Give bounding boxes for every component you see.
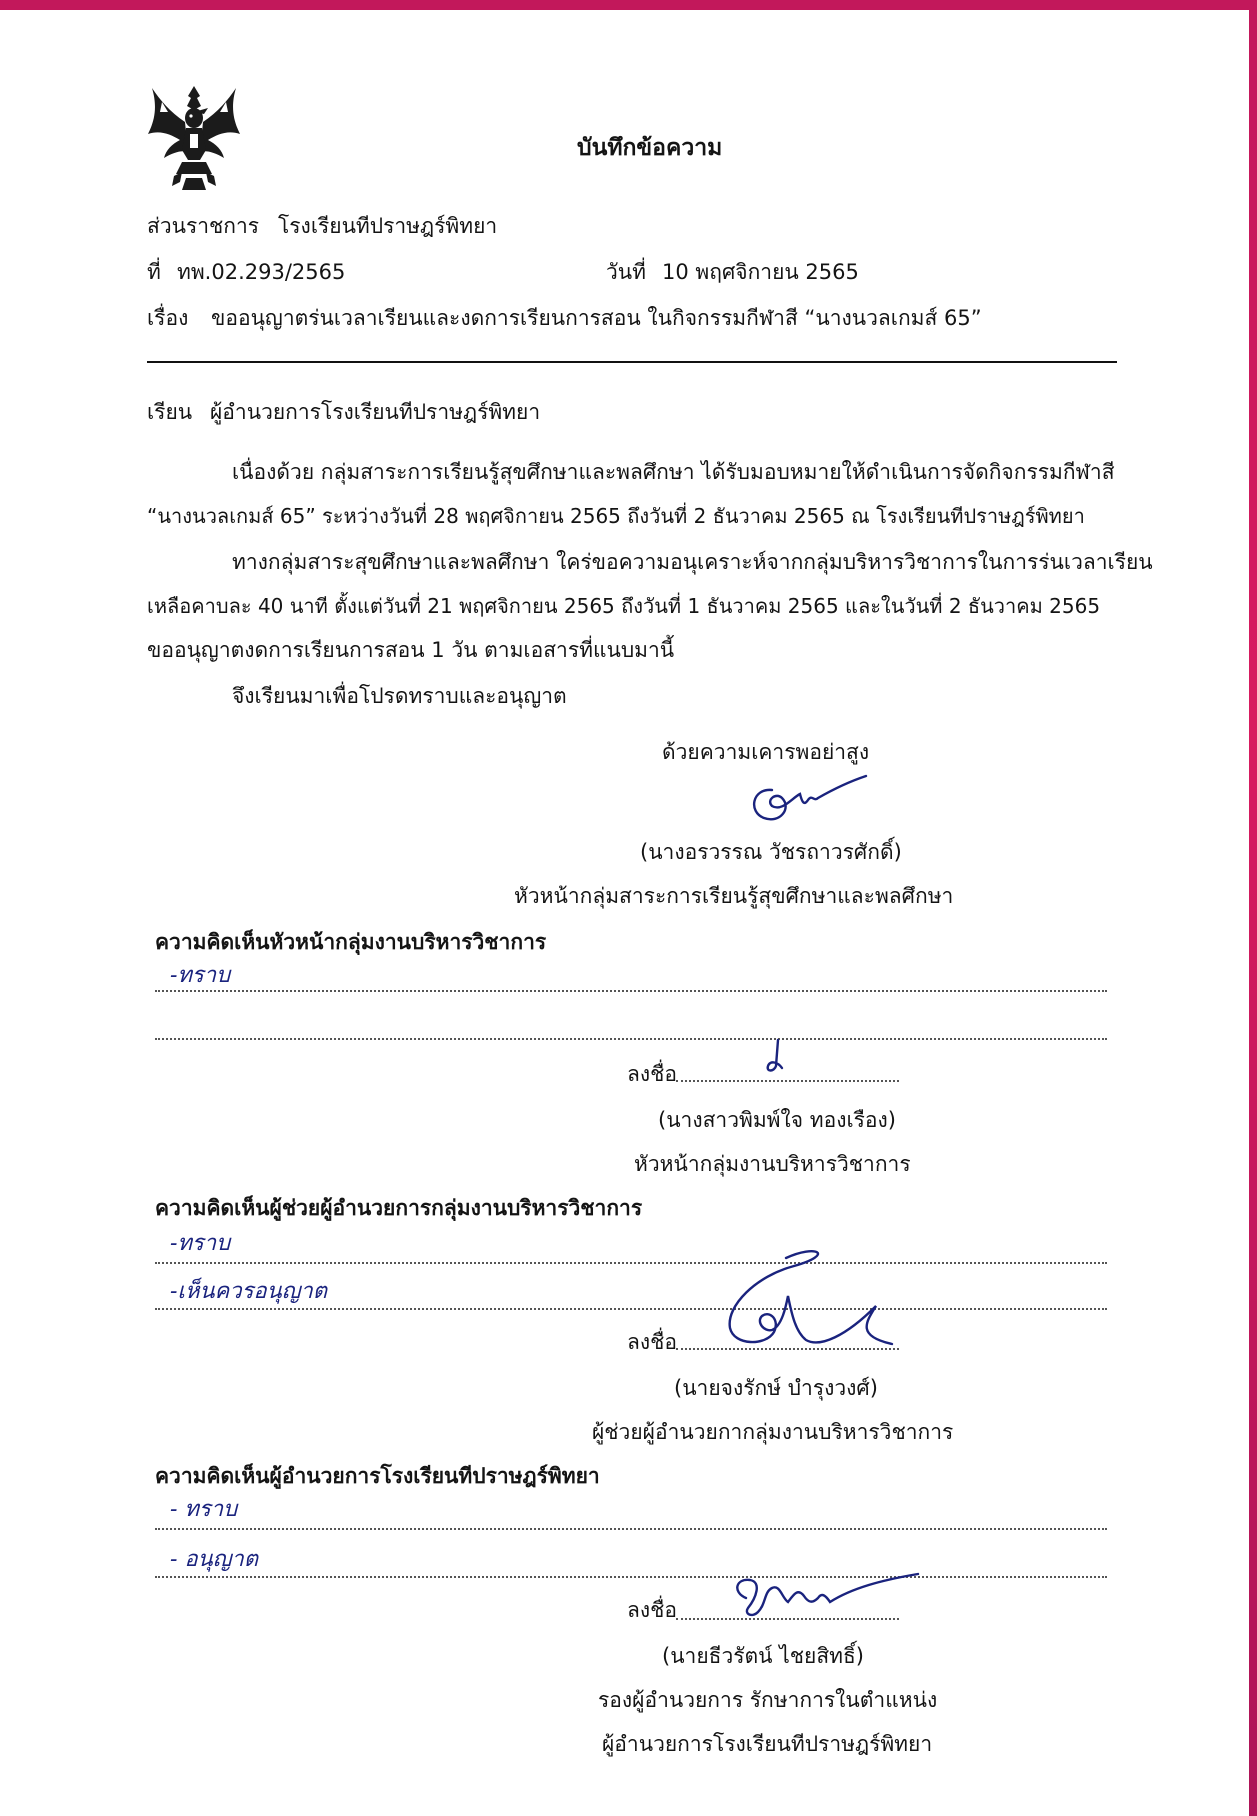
comment-1-sign-line [676, 1080, 899, 1082]
comment-3-line-2 [155, 1576, 1107, 1578]
comment-1-position: หัวหน้ากลุ่มงานบริหารวิชาการ [634, 1152, 911, 1176]
body-paragraph-2-line-2: เหลือคาบละ 40 นาที ตั้งแต่วันที่ 21 พฤศจิกายน 2565 ถึงวันที่ 1 ธันวาคม 2565 และในวันที่ 2 ธันวาคม 2565 [147, 594, 1101, 618]
page-edge-top [0, 0, 1257, 10]
date-label: วันที่ [606, 260, 646, 284]
comment-1-name: (นางสาวพิมพ์ใจ ทองเรือง) [658, 1108, 896, 1132]
to-value: ผู้อำนวยการโรงเรียนทีปราษฎร์พิทยา [210, 400, 541, 424]
comment-2-name: (นายจงรักษ์ บำรุงวงศ์) [674, 1376, 878, 1400]
subject-label: เรื่อง [147, 306, 189, 330]
sender-name: (นางอรวรรณ วัชรถาวรศักดิ์) [640, 840, 902, 864]
closing-request: จึงเรียนมาเพื่อโปรดทราบและอนุญาต [232, 684, 567, 708]
department-value: โรงเรียนทีปราษฎร์พิทยา [278, 214, 498, 238]
ref-number: ทพ.02.293/2565 [177, 260, 346, 284]
department-label: ส่วนราชการ [147, 214, 260, 238]
comment-3-position-2: ผู้อำนวยการโรงเรียนทีปราษฎร์พิทยา [602, 1732, 933, 1756]
body-paragraph-2-line-3: ขออนุญาตงดการเรียนการสอน 1 วัน ตามเอสารที่แนบมานี้ [147, 638, 675, 662]
ref-label: ที่ [147, 260, 161, 284]
garuda-emblem-icon [144, 82, 244, 194]
comment-2-signature [716, 1236, 896, 1356]
body-paragraph-1-line-1: เนื่องด้วย กลุ่มสาระการเรียนรู้สุขศึกษาและพลศึกษา ได้รับมอบหมายให้ดำเนินการจัดกิจกรรมกีฬาสี [232, 460, 1115, 484]
memo-title: บันทึกข้อความ [577, 135, 723, 161]
comment-1-line-2 [155, 1038, 1107, 1040]
comment-3-position: รองผู้อำนวยการ รักษาการในตำแหน่ง [598, 1688, 938, 1712]
body-paragraph-2-line-1: ทางกลุ่มสาระสุขศึกษาและพลศึกษา ใคร่ขอความอนุเคราะห์จากกลุ่มบริหารวิชาการในการร่นเวลาเรียน [232, 550, 1153, 574]
comment-1-line-1 [155, 990, 1107, 992]
comment-2-line-2 [155, 1308, 1107, 1310]
comment-2-handwritten-1: -ทราบ [170, 1231, 231, 1256]
comment-2-handwritten-2: -เห็นควรอนุญาต [170, 1279, 328, 1304]
comment-2-sign-label: ลงชื่อ [627, 1330, 677, 1354]
comment-3-name: (นายธีวรัตน์ ไชยสิทธิ์) [662, 1644, 864, 1668]
comment-3-signature [722, 1568, 922, 1624]
page-edge-right [1249, 0, 1257, 1816]
comment-3-handwritten-2: - อนุญาต [170, 1547, 259, 1572]
sender-position: หัวหน้ากลุ่มสาระการเรียนรู้สุขศึกษาและพลศึกษา [514, 884, 954, 908]
comment-3-line-1 [155, 1528, 1107, 1530]
comment-1-heading: ความคิดเห็นหัวหน้ากลุ่มงานบริหารวิชาการ [155, 930, 547, 954]
header-divider [147, 361, 1117, 363]
comment-2-heading: ความคิดเห็นผู้ช่วยผู้อำนวยการกลุ่มงานบริหารวิชาการ [155, 1196, 643, 1220]
comment-2-position: ผู้ช่วยผู้อำนวยกากลุ่มงานบริหารวิชาการ [592, 1420, 954, 1444]
comment-1-handwritten-1: -ทราบ [170, 963, 231, 988]
comment-3-sign-label: ลงชื่อ [627, 1598, 677, 1622]
comment-2-line-1 [155, 1262, 1107, 1264]
to-label: เรียน [147, 400, 193, 424]
comment-1-signature [756, 1036, 796, 1078]
sender-salutation: ด้วยความเคารพอย่าสูง [662, 740, 870, 764]
body-paragraph-1-line-2: “นางนวลเกมส์ 65” ระหว่างวันที่ 28 พฤศจิกายน 2565 ถึงวันที่ 2 ธันวาคม 2565 ณ โรงเรียนทีปราษฎร์พิทยา [147, 504, 1085, 528]
comment-3-heading: ความคิดเห็นผู้อำนวยการโรงเรียนทีปราษฎร์พิทยา [155, 1464, 600, 1488]
date-value: 10 พฤศจิกายน 2565 [662, 260, 859, 284]
subject-value: ขออนุญาตร่นเวลาเรียนและงดการเรียนการสอน ในกิจกรรมกีฬาสี “นางนวลเกมส์ 65” [211, 306, 982, 330]
comment-3-handwritten-1: - ทราบ [170, 1497, 238, 1522]
sender-signature [742, 768, 872, 834]
comment-1-sign-label: ลงชื่อ [627, 1062, 677, 1086]
